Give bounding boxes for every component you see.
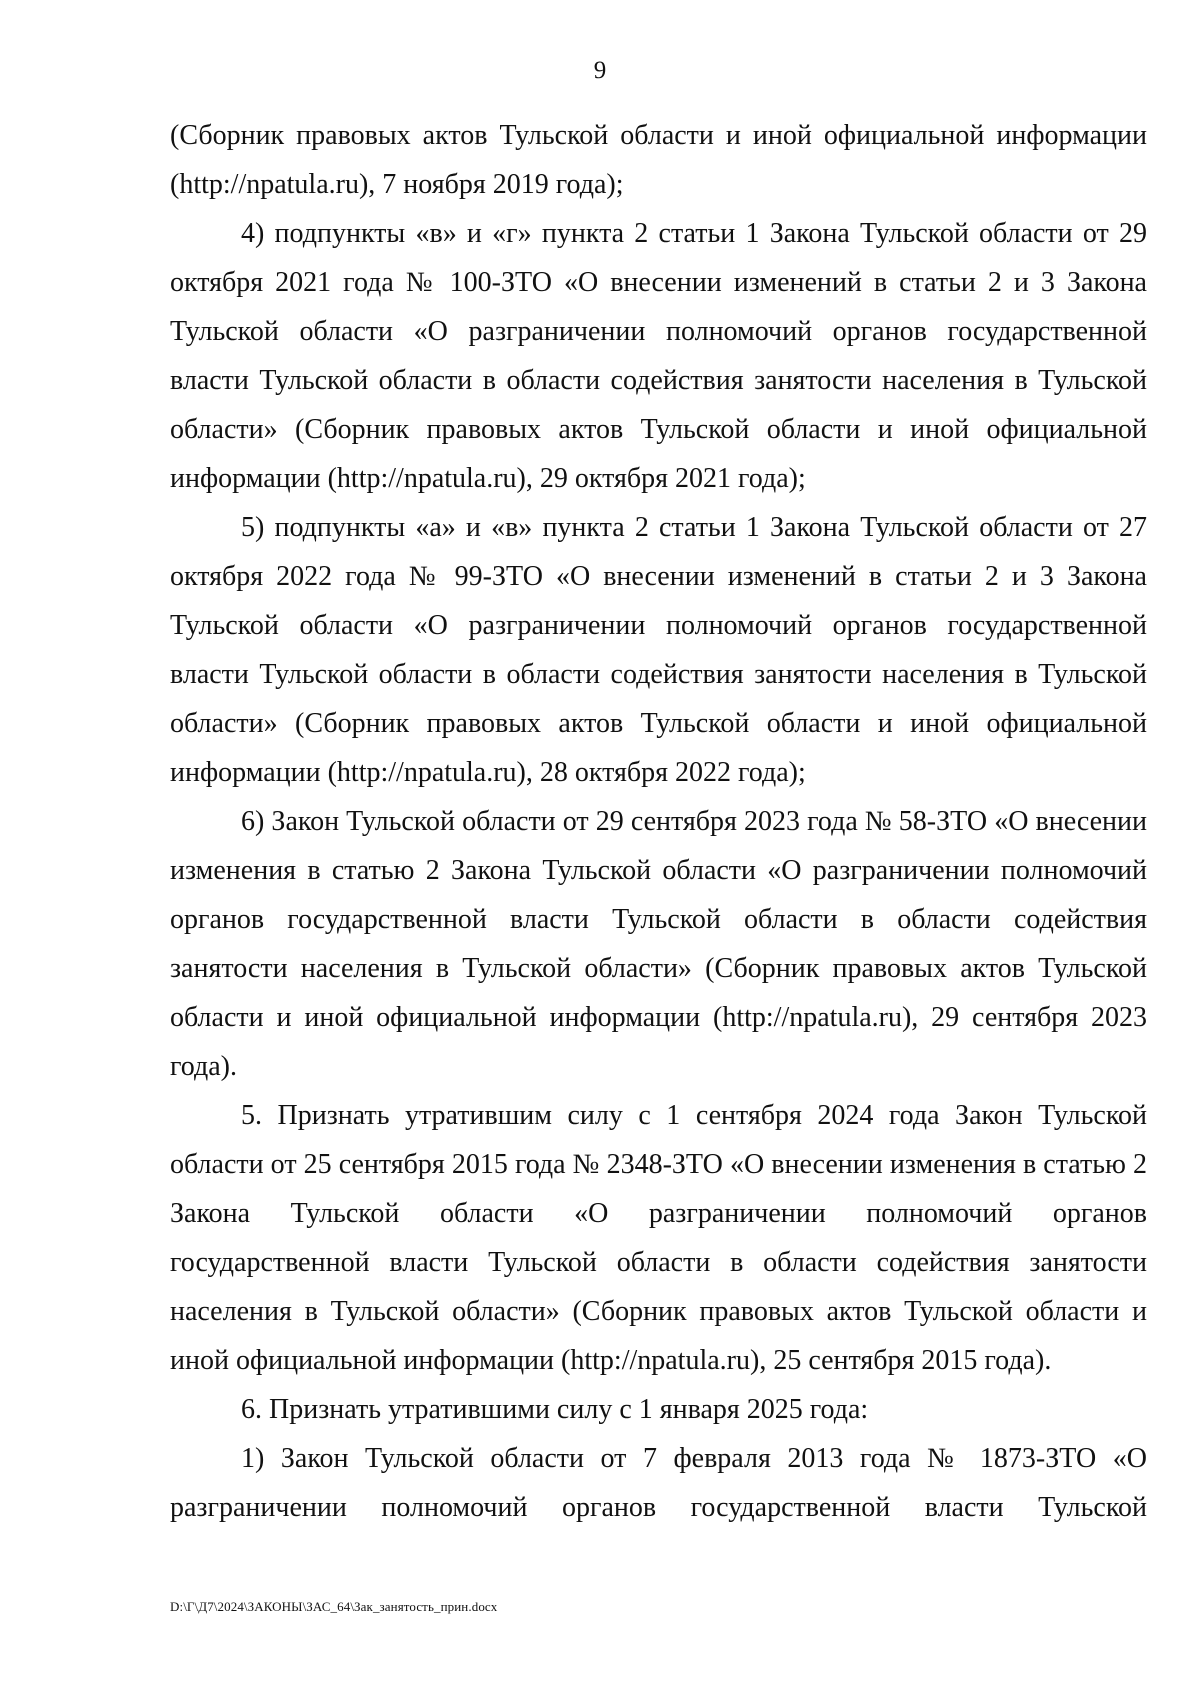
article-item-6: 6. Признать утратившими силу с 1 января 2025 года: (241, 1394, 869, 1425)
page-number: 9 (593, 57, 607, 84)
list-item-6: 6) Закон Тульской области от 29 сентября 2023 года № 58-ЗТО «О внесении изменения в статью 2 Закона Тульской области «О разграничении полномочий органов государственной власти Тульской области в области содействия занятости населения в Тульской области» (Сборник правовых актов Тульской области и иной официальной информации (http://npatula.ru), 29 сентября 2023 года). (170, 806, 1147, 1082)
list-item-1: 1) Закон Тульской области от 7 февраля 2013 года № 1873-ЗТО «О разграничении полномочий органов государственной власти Тульской (170, 1443, 1147, 1523)
footer-file-path: D:\Г\Д7\2024\ЗАКОНЫ\ЗАС_64\Зак_занятость_прин.docx (170, 1599, 498, 1614)
document-body (170, 111, 1147, 1532)
paragraph-continuation: (Сборник правовых актов Тульской области и иной официальной информации (http://npatula.ru), 7 ноября 2019 года); (170, 120, 1147, 200)
list-item-4: 4) подпункты «в» и «г» пункта 2 статьи 1 Закона Тульской области от 29 октября 2021 года № 100-ЗТО «О внесении изменений в статьи 2 и 3 Закона Тульской области «О разграничении полномочий органов государственной власти Тульской области в области содействия занятости населения в Тульской области» (Сборник правовых актов Тульской области и иной официальной информации (http://npatula.ru), 29 октября 2021 года); (170, 218, 1147, 494)
list-item-5: 5) подпункты «а» и «в» пункта 2 статьи 1 Закона Тульской области от 27 октября 2022 года № 99-ЗТО «О внесении изменений в статьи 2 и 3 Закона Тульской области «О разграничении полномочий органов государственной власти Тульской области в области содействия занятости населения в Тульской области» (Сборник правовых актов Тульской области и иной официальной информации (http://npatula.ru), 28 октября 2022 года); (170, 512, 1147, 788)
article-item-5: 5. Признать утратившим силу с 1 сентября 2024 года Закон Тульской области от 25 сентября 2015 года № 2348-ЗТО «О внесении изменения в статью 2 Закона Тульской области «О разграничении полномочий органов государственной власти Тульской области в области содействия занятости населения в Тульской области» (Сборник правовых актов Тульской области и иной официальной информации (http://npatula.ru), 25 сентября 2015 года). (170, 1100, 1147, 1376)
